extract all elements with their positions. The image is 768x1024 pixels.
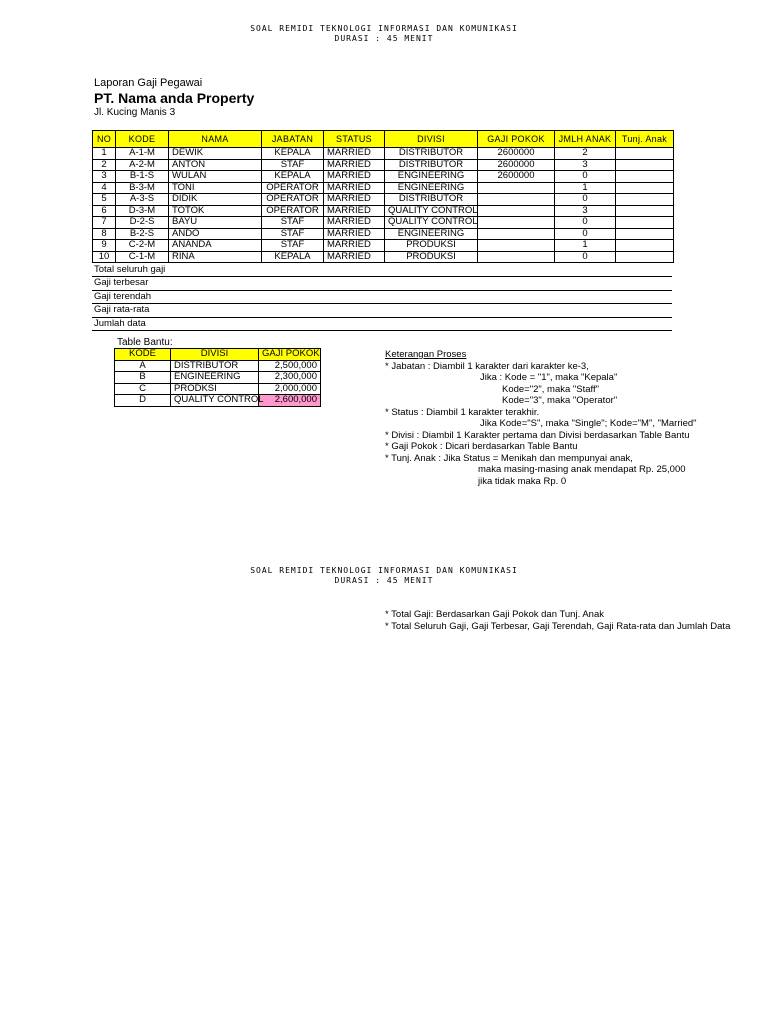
table-row bbox=[93, 171, 674, 183]
table-cell: ENGINEERING bbox=[385, 228, 478, 240]
footer-duration: DURASI : 45 MENIT bbox=[334, 576, 434, 585]
col-header: JABATAN bbox=[262, 131, 324, 148]
table-cell: A-1-M bbox=[116, 148, 169, 160]
doc-title: SOAL REMIDI TEKNOLOGI INFORMASI DAN KOMUNIKASI bbox=[250, 24, 518, 33]
keterangan-line: * Gaji Pokok : Dicari berdasarkan Table Bantu bbox=[385, 441, 578, 452]
table-cell: DISTRIBUTOR bbox=[385, 159, 478, 171]
keterangan-block bbox=[385, 349, 697, 487]
keterangan-line: Kode="3", maka "Operator" bbox=[502, 395, 618, 406]
table-cell: KEPALA bbox=[262, 171, 324, 183]
bantu-kode: A bbox=[115, 360, 171, 372]
keterangan-line: maka masing-masing anak mendapat Rp. 25,000 bbox=[478, 464, 686, 475]
bantu-divisi: PRODKSI bbox=[171, 383, 259, 395]
summary-block bbox=[92, 264, 672, 331]
table-cell: DEWIK bbox=[169, 148, 262, 160]
table-row bbox=[115, 395, 321, 407]
salary-table bbox=[92, 130, 674, 263]
table-cell: DISTRIBUTOR bbox=[385, 194, 478, 206]
table-cell bbox=[616, 251, 674, 263]
table-cell: DIDIK bbox=[169, 194, 262, 206]
footer-notes bbox=[385, 609, 731, 632]
table-header-row bbox=[93, 131, 674, 148]
table-cell: MARRIED bbox=[324, 194, 385, 206]
table-cell: 7 bbox=[93, 217, 116, 229]
table-cell: STAF bbox=[262, 240, 324, 252]
table-cell: 1 bbox=[555, 240, 616, 252]
bantu-kode: B bbox=[115, 372, 171, 384]
keterangan-line: Jika : Kode = "1", maka "Kepala" bbox=[480, 372, 618, 383]
bantu-table bbox=[114, 348, 321, 407]
company-address: Jl. Kucing Manis 3 bbox=[94, 107, 176, 118]
table-cell: 8 bbox=[93, 228, 116, 240]
table-cell bbox=[616, 159, 674, 171]
keterangan-line: * Status : Diambil 1 karakter terakhir. bbox=[385, 406, 540, 418]
table-cell: 9 bbox=[93, 240, 116, 252]
bantu-gaji: 2,000,000 bbox=[259, 383, 321, 395]
footer-note: * Total Gaji: Berdasarkan Gaji Pokok dan Tunj. Anak bbox=[385, 609, 604, 620]
table-cell: KEPALA bbox=[262, 148, 324, 160]
table-cell: STAF bbox=[262, 217, 324, 229]
bantu-header-row bbox=[115, 349, 321, 361]
col-header: STATUS bbox=[324, 131, 385, 148]
table-cell: 0 bbox=[555, 171, 616, 183]
table-cell: MARRIED bbox=[324, 251, 385, 263]
bantu-gaji: 2,500,000 bbox=[259, 360, 321, 372]
table-row bbox=[93, 217, 674, 229]
table-cell bbox=[478, 182, 555, 194]
keterangan-line: Jika Kode="S", maka "Single"; Kode="M", "Married" bbox=[480, 418, 697, 429]
table-cell: MARRIED bbox=[324, 148, 385, 160]
table-cell bbox=[616, 194, 674, 206]
summary-count: Jumlah data bbox=[92, 318, 672, 331]
bantu-divisi: QUALITY CONTROL bbox=[171, 395, 259, 407]
footer-note: * Total Seluruh Gaji, Gaji Terbesar, Gaji Terendah, Gaji Rata-rata dan Jumlah Data bbox=[385, 620, 731, 632]
keterangan-line: jika tidak maka Rp. 0 bbox=[478, 475, 567, 487]
table-cell: BAYU bbox=[169, 217, 262, 229]
table-cell: 3 bbox=[555, 205, 616, 217]
bantu-gaji: 2,300,000 bbox=[259, 372, 321, 384]
doc-duration: DURASI : 45 MENIT bbox=[334, 34, 434, 43]
col-header: GAJI POKOK bbox=[259, 349, 321, 361]
table-cell: 6 bbox=[93, 205, 116, 217]
summary-avg: Gaji rata-rata bbox=[92, 304, 672, 317]
summary-max: Gaji terbesar bbox=[92, 277, 672, 290]
table-cell: DISTRIBUTOR bbox=[385, 148, 478, 160]
table-cell bbox=[478, 251, 555, 263]
table-cell bbox=[616, 240, 674, 252]
table-cell: PRODUKSI bbox=[385, 251, 478, 263]
bantu-kode: C bbox=[115, 383, 171, 395]
table-cell bbox=[478, 194, 555, 206]
table-cell bbox=[616, 171, 674, 183]
table-row bbox=[115, 383, 321, 395]
table-row bbox=[93, 194, 674, 206]
col-header: JMLH ANAK bbox=[555, 131, 616, 148]
keterangan-line: * Tunj. Anak : Jika Status = Menikah dan mempunyai anak, bbox=[385, 452, 633, 464]
table-row bbox=[93, 228, 674, 240]
summary-min: Gaji terendah bbox=[92, 291, 672, 304]
table-cell: STAF bbox=[262, 159, 324, 171]
table-row bbox=[93, 240, 674, 252]
table-cell: ANANDA bbox=[169, 240, 262, 252]
table-cell: MARRIED bbox=[324, 159, 385, 171]
table-cell: WULAN bbox=[169, 171, 262, 183]
table-cell: 2600000 bbox=[478, 171, 555, 183]
table-cell: D-2-S bbox=[116, 217, 169, 229]
col-header: Tunj. Anak bbox=[616, 131, 674, 148]
table-cell: 0 bbox=[555, 194, 616, 206]
table-cell: QUALITY CONTROL bbox=[385, 205, 478, 217]
table-cell: 3 bbox=[555, 159, 616, 171]
table-cell: 3 bbox=[93, 171, 116, 183]
table-cell: D-3-M bbox=[116, 205, 169, 217]
keterangan-line: * Jabatan : Diambil 1 karakter dari karakter ke-3, bbox=[385, 360, 589, 372]
table-cell: MARRIED bbox=[324, 217, 385, 229]
table-cell bbox=[616, 228, 674, 240]
table-cell bbox=[478, 228, 555, 240]
table-cell: 10 bbox=[93, 251, 116, 263]
col-header: NO bbox=[93, 131, 116, 148]
table-cell: 0 bbox=[555, 228, 616, 240]
bantu-title: Table Bantu: bbox=[117, 337, 173, 348]
table-cell: B-1-S bbox=[116, 171, 169, 183]
table-cell: 2 bbox=[555, 148, 616, 160]
table-cell: QUALITY CONTROL bbox=[385, 217, 478, 229]
table-cell: B-3-M bbox=[116, 182, 169, 194]
table-cell: RINA bbox=[169, 251, 262, 263]
table-cell: STAF bbox=[262, 228, 324, 240]
bantu-gaji-highlight: 2,600,000 bbox=[259, 395, 321, 407]
table-cell: OPERATOR bbox=[262, 205, 324, 217]
col-header: DIVISI bbox=[385, 131, 478, 148]
table-cell: ENGINEERING bbox=[385, 182, 478, 194]
table-cell: MARRIED bbox=[324, 171, 385, 183]
table-cell: A-3-S bbox=[116, 194, 169, 206]
table-cell: B-2-S bbox=[116, 228, 169, 240]
table-cell: OPERATOR bbox=[262, 194, 324, 206]
table-cell: MARRIED bbox=[324, 240, 385, 252]
table-row bbox=[93, 182, 674, 194]
table-row bbox=[93, 148, 674, 160]
table-cell bbox=[616, 148, 674, 160]
summary-total: Total seluruh gaji bbox=[92, 264, 672, 277]
keterangan-line: Kode="2", maka "Staff" bbox=[502, 383, 600, 395]
keterangan-title: Keterangan Proses bbox=[385, 349, 467, 360]
table-cell: TOTOK bbox=[169, 205, 262, 217]
table-cell: ENGINEERING bbox=[385, 171, 478, 183]
col-header: KODE bbox=[116, 131, 169, 148]
bantu-divisi: DISTRIBUTOR bbox=[171, 360, 259, 372]
table-row bbox=[93, 159, 674, 171]
table-cell: ANTON bbox=[169, 159, 262, 171]
table-cell: A-2-M bbox=[116, 159, 169, 171]
table-cell: KEPALA bbox=[262, 251, 324, 263]
col-header: DIVISI bbox=[171, 349, 259, 361]
table-cell: 1 bbox=[93, 148, 116, 160]
table-cell bbox=[478, 217, 555, 229]
col-header: KODE bbox=[115, 349, 171, 361]
table-row bbox=[93, 251, 674, 263]
table-cell: TONI bbox=[169, 182, 262, 194]
col-header: NAMA bbox=[169, 131, 262, 148]
table-cell: C-2-M bbox=[116, 240, 169, 252]
table-row bbox=[115, 360, 321, 372]
table-row bbox=[115, 372, 321, 384]
table-cell: PRODUKSI bbox=[385, 240, 478, 252]
table-cell bbox=[616, 182, 674, 194]
table-cell: 2600000 bbox=[478, 148, 555, 160]
bantu-divisi: ENGINEERING bbox=[171, 372, 259, 384]
table-cell: MARRIED bbox=[324, 228, 385, 240]
table-cell: 0 bbox=[555, 251, 616, 263]
table-row bbox=[93, 205, 674, 217]
table-cell: 4 bbox=[93, 182, 116, 194]
table-cell bbox=[616, 205, 674, 217]
bantu-kode: D bbox=[115, 395, 171, 407]
table-cell bbox=[478, 205, 555, 217]
report-subtitle: Laporan Gaji Pegawai bbox=[94, 77, 203, 89]
table-cell bbox=[478, 240, 555, 252]
table-cell: MARRIED bbox=[324, 182, 385, 194]
table-cell: 0 bbox=[555, 217, 616, 229]
table-cell: 1 bbox=[555, 182, 616, 194]
table-cell bbox=[616, 217, 674, 229]
table-cell: 5 bbox=[93, 194, 116, 206]
table-cell: OPERATOR bbox=[262, 182, 324, 194]
col-header: GAJI POKOK bbox=[478, 131, 555, 148]
table-cell: 2600000 bbox=[478, 159, 555, 171]
table-cell: ANDO bbox=[169, 228, 262, 240]
table-cell: 2 bbox=[93, 159, 116, 171]
company-name: PT. Nama anda Property bbox=[94, 90, 255, 106]
table-cell: MARRIED bbox=[324, 205, 385, 217]
table-cell: C-1-M bbox=[116, 251, 169, 263]
keterangan-line: * Divisi : Diambil 1 Karakter pertama dan Divisi berdasarkan Table Bantu bbox=[385, 429, 690, 441]
footer-title: SOAL REMIDI TEKNOLOGI INFORMASI DAN KOMUNIKASI bbox=[250, 566, 518, 575]
